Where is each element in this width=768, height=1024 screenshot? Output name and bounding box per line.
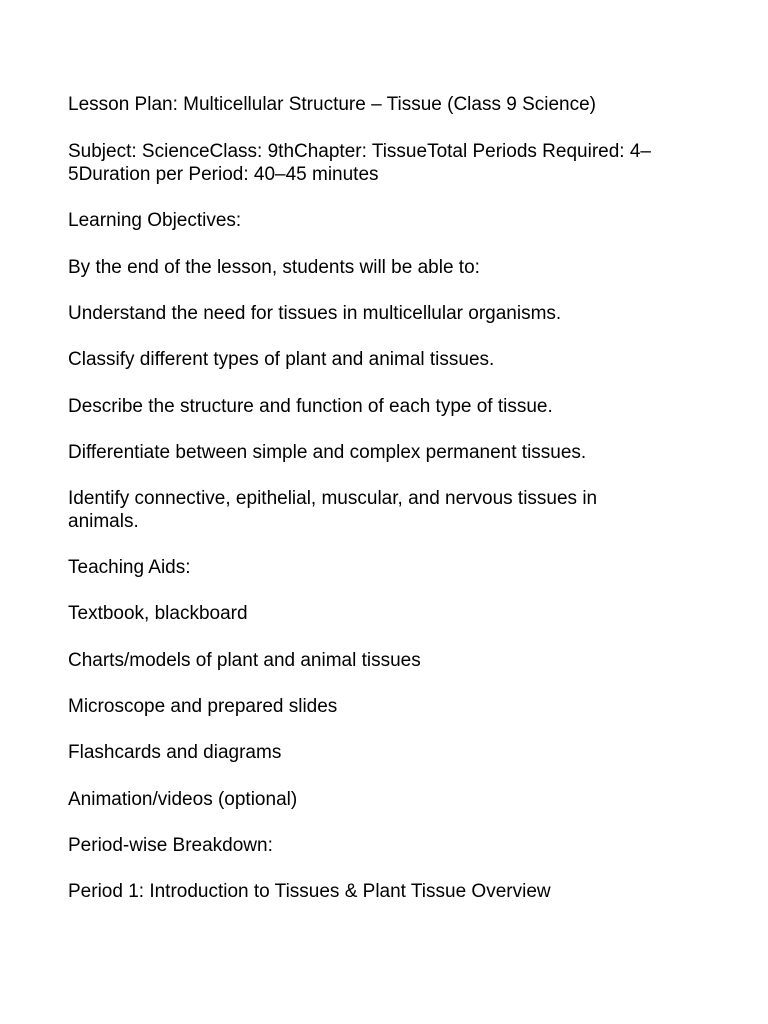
aid-item: Charts/models of plant and animal tissues: [68, 650, 421, 671]
objective-item: Identify connective, epithelial, muscular, and nervous tissues in animals.: [68, 488, 598, 532]
objective-item: Describe the structure and function of each type of tissue.: [68, 396, 553, 417]
aid-item: Microscope and prepared slides: [68, 696, 338, 717]
breakdown-heading: Period-wise Breakdown:: [68, 835, 273, 856]
objective-item: Understand the need for tissues in multicellular organisms.: [68, 303, 562, 324]
aid-item: Animation/videos (optional): [68, 789, 298, 810]
objective-item: Differentiate between simple and complex permanent tissues.: [68, 442, 587, 463]
aids-heading: Teaching Aids:: [68, 557, 191, 578]
document-title: Lesson Plan: Multicellular Structure – Tissue (Class 9 Science): [68, 94, 597, 115]
period-heading: Period 1: Introduction to Tissues & Plant Tissue Overview: [68, 881, 551, 902]
document-meta: Subject: ScienceClass: 9thChapter: TissueTotal Periods Required: 4–5Duration per Period: 40–45 minutes: [68, 141, 651, 185]
aid-item: Flashcards and diagrams: [68, 742, 282, 763]
objective-item: Classify different types of plant and animal tissues.: [68, 349, 495, 370]
objectives-heading: Learning Objectives:: [68, 210, 242, 231]
objectives-intro: By the end of the lesson, students will be able to:: [68, 257, 480, 278]
aid-item: Textbook, blackboard: [68, 603, 248, 624]
